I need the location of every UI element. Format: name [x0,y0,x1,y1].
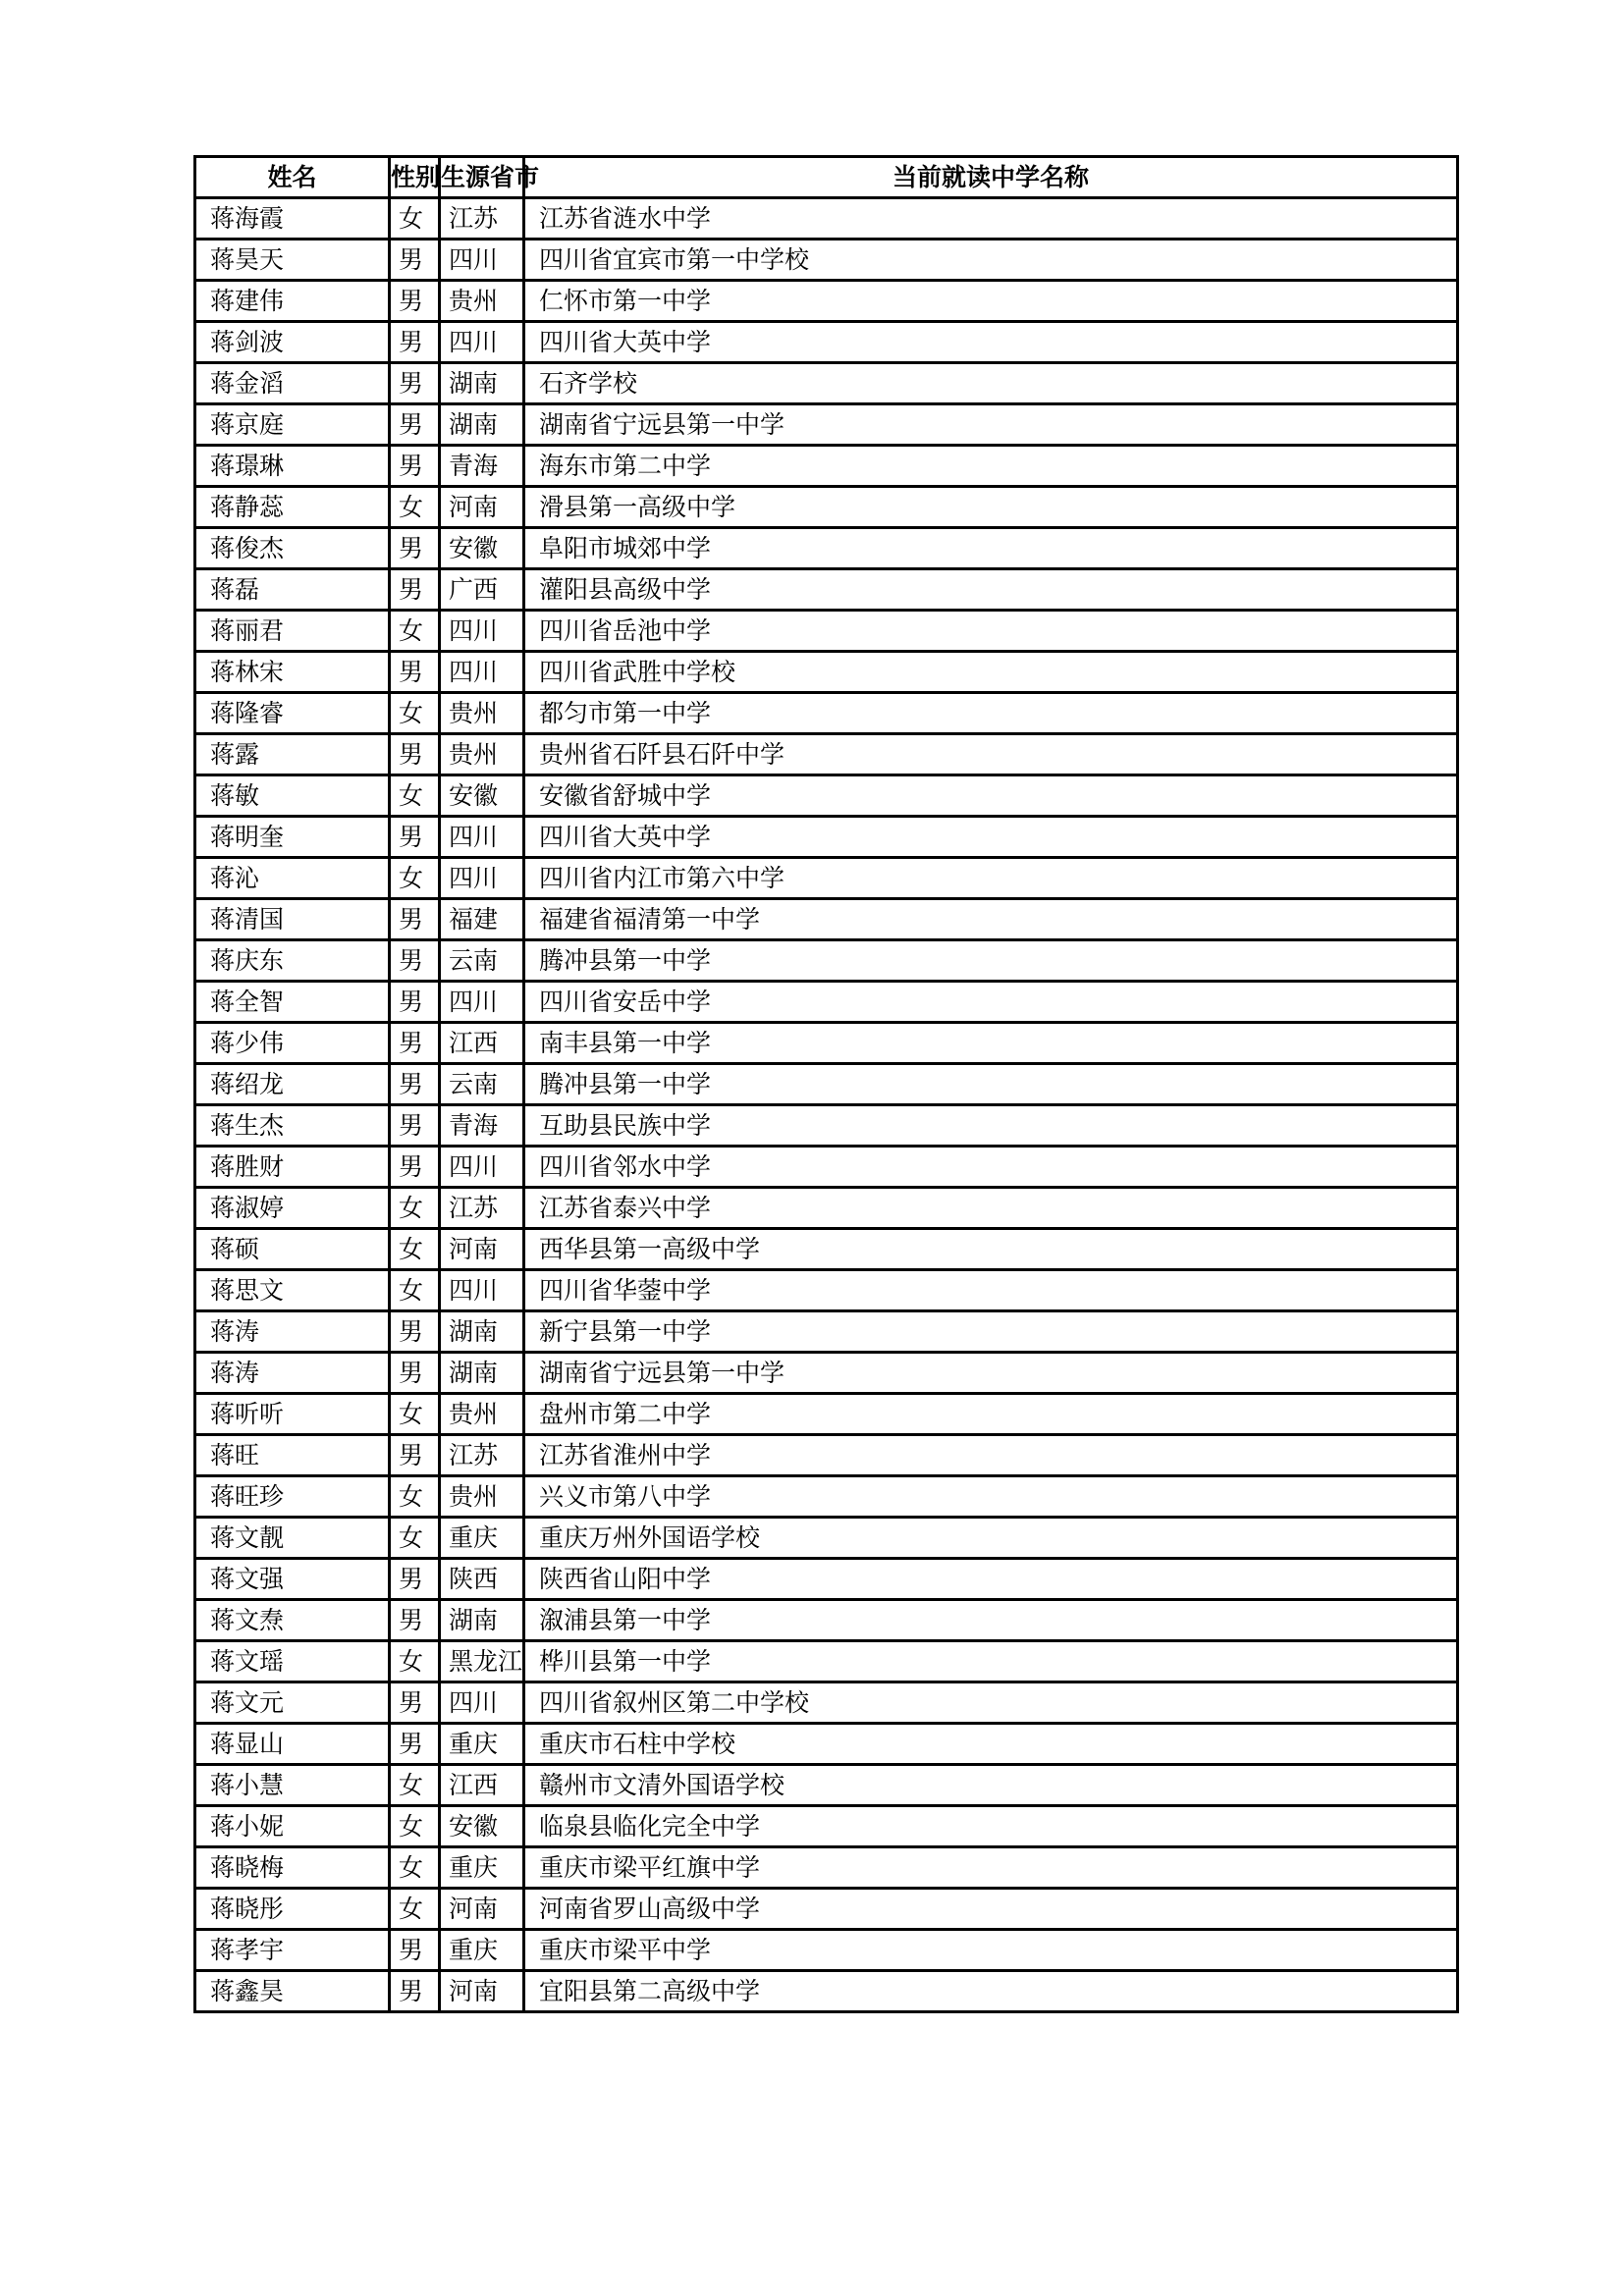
table-row [195,1476,1458,1518]
cell-gender: 女 [390,693,440,734]
cell-province: 四川 [440,322,524,363]
table-row [195,1765,1458,1806]
table-row [195,404,1458,446]
cell-gender: 女 [390,1188,440,1229]
cell-gender: 男 [390,1724,440,1765]
cell-province: 江西 [440,1765,524,1806]
cell-gender: 男 [390,446,440,487]
cell-school: 四川省叙州区第二中学校 [524,1682,1458,1724]
cell-school: 互助县民族中学 [524,1105,1458,1147]
cell-province: 四川 [440,240,524,281]
cell-province: 贵州 [440,281,524,322]
cell-name: 蒋昊天 [195,240,390,281]
cell-gender: 女 [390,1270,440,1311]
cell-name: 蒋露 [195,734,390,775]
table-header-row [195,157,1458,198]
cell-name: 蒋静蕊 [195,487,390,528]
cell-school: 溆浦县第一中学 [524,1600,1458,1641]
cell-province: 安徽 [440,775,524,817]
cell-school: 四川省武胜中学校 [524,652,1458,693]
cell-gender: 女 [390,1518,440,1559]
table-row [195,1147,1458,1188]
cell-name: 蒋清国 [195,899,390,940]
table-row [195,775,1458,817]
cell-name: 蒋旺珍 [195,1476,390,1518]
cell-name: 蒋生杰 [195,1105,390,1147]
cell-school: 灌阳县高级中学 [524,569,1458,611]
table-row [195,322,1458,363]
cell-school: 安徽省舒城中学 [524,775,1458,817]
cell-school: 临泉县临化完全中学 [524,1806,1458,1847]
cell-province: 河南 [440,1229,524,1270]
table-row [195,1353,1458,1394]
cell-province: 安徽 [440,1806,524,1847]
table-row [195,1435,1458,1476]
cell-school: 桦川县第一中学 [524,1641,1458,1682]
table-row [195,1641,1458,1682]
cell-gender: 男 [390,1559,440,1600]
table-row [195,363,1458,404]
cell-name: 蒋小妮 [195,1806,390,1847]
cell-province: 贵州 [440,1394,524,1435]
cell-gender: 男 [390,1600,440,1641]
cell-gender: 女 [390,1229,440,1270]
header-name: 姓名 [195,157,390,198]
cell-gender: 女 [390,611,440,652]
cell-school: 贵州省石阡县石阡中学 [524,734,1458,775]
cell-name: 蒋文强 [195,1559,390,1600]
cell-province: 湖南 [440,1353,524,1394]
cell-province: 重庆 [440,1518,524,1559]
cell-province: 陕西 [440,1559,524,1600]
table-row [195,611,1458,652]
cell-name: 蒋绍龙 [195,1064,390,1105]
cell-name: 蒋文靓 [195,1518,390,1559]
cell-name: 蒋隆睿 [195,693,390,734]
cell-province: 安徽 [440,528,524,569]
cell-name: 蒋明奎 [195,817,390,858]
cell-school: 四川省岳池中学 [524,611,1458,652]
cell-gender: 男 [390,734,440,775]
table-row [195,569,1458,611]
cell-school: 四川省邻水中学 [524,1147,1458,1188]
cell-province: 湖南 [440,404,524,446]
cell-gender: 男 [390,1930,440,1971]
cell-province: 四川 [440,652,524,693]
cell-gender: 男 [390,1682,440,1724]
cell-name: 蒋文元 [195,1682,390,1724]
cell-province: 河南 [440,487,524,528]
cell-school: 江苏省涟水中学 [524,198,1458,240]
cell-school: 赣州市文清外国语学校 [524,1765,1458,1806]
cell-gender: 女 [390,1806,440,1847]
cell-gender: 男 [390,1435,440,1476]
table-row [195,858,1458,899]
cell-name: 蒋海霞 [195,198,390,240]
header-province: 生源省市 [440,157,524,198]
cell-school: 重庆市梁平红旗中学 [524,1847,1458,1889]
cell-school: 腾冲县第一中学 [524,940,1458,982]
cell-name: 蒋文瑶 [195,1641,390,1682]
cell-province: 湖南 [440,1600,524,1641]
cell-name: 蒋显山 [195,1724,390,1765]
table-row [195,734,1458,775]
cell-name: 蒋金滔 [195,363,390,404]
cell-province: 江苏 [440,1435,524,1476]
table-row [195,1270,1458,1311]
table-row [195,1971,1458,2012]
cell-province: 福建 [440,899,524,940]
cell-gender: 男 [390,240,440,281]
cell-province: 河南 [440,1971,524,2012]
cell-school: 四川省内江市第六中学 [524,858,1458,899]
cell-province: 四川 [440,1682,524,1724]
cell-province: 四川 [440,611,524,652]
cell-gender: 男 [390,899,440,940]
table-row [195,1559,1458,1600]
cell-school: 重庆市石柱中学校 [524,1724,1458,1765]
cell-name: 蒋敏 [195,775,390,817]
table-row [195,1188,1458,1229]
cell-school: 河南省罗山高级中学 [524,1889,1458,1930]
table-row [195,1064,1458,1105]
cell-gender: 女 [390,1394,440,1435]
cell-gender: 男 [390,982,440,1023]
cell-gender: 女 [390,1476,440,1518]
cell-gender: 男 [390,569,440,611]
cell-province: 江西 [440,1023,524,1064]
cell-province: 青海 [440,1105,524,1147]
cell-gender: 男 [390,281,440,322]
cell-name: 蒋晓梅 [195,1847,390,1889]
table-row [195,817,1458,858]
cell-province: 重庆 [440,1930,524,1971]
cell-school: 南丰县第一中学 [524,1023,1458,1064]
cell-school: 仁怀市第一中学 [524,281,1458,322]
cell-province: 四川 [440,858,524,899]
cell-gender: 男 [390,1353,440,1394]
cell-name: 蒋鑫昊 [195,1971,390,2012]
cell-gender: 男 [390,1147,440,1188]
cell-school: 陕西省山阳中学 [524,1559,1458,1600]
header-gender: 性别 [390,157,440,198]
cell-name: 蒋听听 [195,1394,390,1435]
cell-province: 四川 [440,817,524,858]
cell-gender: 女 [390,1641,440,1682]
cell-name: 蒋淑婷 [195,1188,390,1229]
table-row [195,281,1458,322]
table-row [195,446,1458,487]
cell-school: 腾冲县第一中学 [524,1064,1458,1105]
cell-province: 江苏 [440,198,524,240]
table-row [195,1518,1458,1559]
cell-province: 重庆 [440,1847,524,1889]
cell-province: 江苏 [440,1188,524,1229]
cell-school: 四川省华蓥中学 [524,1270,1458,1311]
cell-name: 蒋少伟 [195,1023,390,1064]
table-row [195,1806,1458,1847]
cell-name: 蒋涛 [195,1353,390,1394]
cell-name: 蒋思文 [195,1270,390,1311]
table-row [195,1229,1458,1270]
cell-gender: 男 [390,1311,440,1353]
cell-name: 蒋璟琳 [195,446,390,487]
table-row [195,899,1458,940]
cell-gender: 男 [390,528,440,569]
cell-school: 新宁县第一中学 [524,1311,1458,1353]
cell-gender: 男 [390,652,440,693]
cell-province: 贵州 [440,734,524,775]
cell-school: 石齐学校 [524,363,1458,404]
table-row [195,240,1458,281]
cell-school: 滑县第一高级中学 [524,487,1458,528]
cell-name: 蒋旺 [195,1435,390,1476]
cell-name: 蒋磊 [195,569,390,611]
cell-province: 云南 [440,940,524,982]
cell-province: 湖南 [440,363,524,404]
table-body [195,198,1458,2012]
cell-name: 蒋剑波 [195,322,390,363]
cell-province: 四川 [440,982,524,1023]
cell-gender: 女 [390,858,440,899]
table-row [195,1023,1458,1064]
cell-school: 四川省大英中学 [524,322,1458,363]
cell-school: 四川省大英中学 [524,817,1458,858]
cell-school: 四川省安岳中学 [524,982,1458,1023]
header-school: 当前就读中学名称 [524,157,1458,198]
table-row [195,940,1458,982]
table-row [195,1930,1458,1971]
cell-school: 宜阳县第二高级中学 [524,1971,1458,2012]
cell-gender: 男 [390,1023,440,1064]
cell-name: 蒋林宋 [195,652,390,693]
cell-name: 蒋全智 [195,982,390,1023]
cell-school: 兴义市第八中学 [524,1476,1458,1518]
cell-school: 西华县第一高级中学 [524,1229,1458,1270]
cell-name: 蒋文焘 [195,1600,390,1641]
table-row [195,1105,1458,1147]
cell-school: 福建省福清第一中学 [524,899,1458,940]
cell-gender: 女 [390,1847,440,1889]
cell-school: 盘州市第二中学 [524,1394,1458,1435]
cell-name: 蒋硕 [195,1229,390,1270]
cell-gender: 男 [390,1064,440,1105]
cell-province: 湖南 [440,1311,524,1353]
table-row [195,1847,1458,1889]
cell-name: 蒋丽君 [195,611,390,652]
cell-name: 蒋京庭 [195,404,390,446]
cell-province: 黑龙江 [440,1641,524,1682]
cell-school: 海东市第二中学 [524,446,1458,487]
table-row [195,693,1458,734]
cell-gender: 男 [390,1971,440,2012]
table-row [195,1394,1458,1435]
cell-school: 重庆万州外国语学校 [524,1518,1458,1559]
table-row [195,198,1458,240]
cell-school: 湖南省宁远县第一中学 [524,404,1458,446]
table-row [195,1724,1458,1765]
cell-name: 蒋晓彤 [195,1889,390,1930]
table-row [195,1311,1458,1353]
cell-province: 重庆 [440,1724,524,1765]
cell-gender: 男 [390,1105,440,1147]
cell-name: 蒋胜财 [195,1147,390,1188]
cell-province: 河南 [440,1889,524,1930]
cell-school: 都匀市第一中学 [524,693,1458,734]
cell-province: 贵州 [440,1476,524,1518]
student-table [193,155,1459,2013]
cell-school: 江苏省泰兴中学 [524,1188,1458,1229]
cell-gender: 女 [390,1765,440,1806]
cell-school: 重庆市梁平中学 [524,1930,1458,1971]
table-row [195,1600,1458,1641]
cell-gender: 女 [390,1889,440,1930]
cell-name: 蒋俊杰 [195,528,390,569]
table-row [195,1889,1458,1930]
cell-province: 广西 [440,569,524,611]
cell-name: 蒋孝宇 [195,1930,390,1971]
cell-school: 湖南省宁远县第一中学 [524,1353,1458,1394]
cell-gender: 女 [390,198,440,240]
cell-province: 贵州 [440,693,524,734]
cell-school: 四川省宜宾市第一中学校 [524,240,1458,281]
cell-province: 四川 [440,1270,524,1311]
cell-name: 蒋建伟 [195,281,390,322]
table-row [195,528,1458,569]
cell-gender: 男 [390,817,440,858]
cell-school: 江苏省淮州中学 [524,1435,1458,1476]
cell-name: 蒋小慧 [195,1765,390,1806]
table-row [195,982,1458,1023]
cell-province: 四川 [440,1147,524,1188]
cell-gender: 男 [390,322,440,363]
cell-school: 阜阳市城郊中学 [524,528,1458,569]
cell-name: 蒋涛 [195,1311,390,1353]
table-row [195,487,1458,528]
cell-province: 青海 [440,446,524,487]
cell-province: 云南 [440,1064,524,1105]
cell-gender: 男 [390,363,440,404]
cell-gender: 女 [390,775,440,817]
table-row [195,652,1458,693]
cell-name: 蒋沁 [195,858,390,899]
cell-gender: 女 [390,487,440,528]
cell-gender: 男 [390,404,440,446]
table-row [195,1682,1458,1724]
cell-gender: 男 [390,940,440,982]
cell-name: 蒋庆东 [195,940,390,982]
